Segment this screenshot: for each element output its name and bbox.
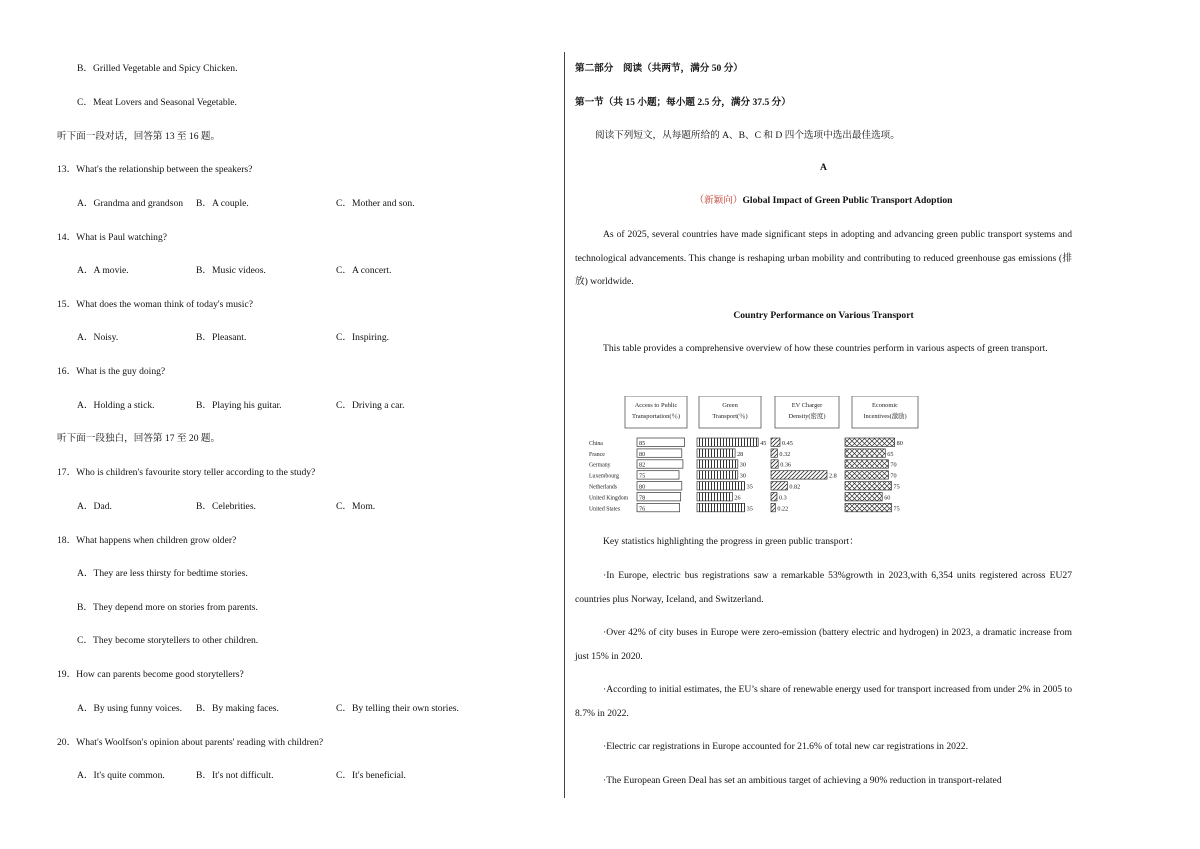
q20-stem: 20．What's Woolfson's opinion about parents' reading with children? — [57, 737, 324, 748]
bar — [845, 460, 888, 468]
bar — [845, 471, 888, 479]
bar — [771, 482, 787, 490]
bar-value-label: 0.32 — [779, 450, 791, 458]
bar-value-label: 0.22 — [777, 505, 789, 513]
category-label: Luxembourg — [589, 473, 619, 480]
q16-option-b: B．Playing his guitar. — [196, 400, 282, 411]
reading-instruction: 阅读下列短文，从每题所给的 A、B、C 和 D 四个选项中选出最佳选项。 — [595, 130, 900, 141]
stat-bullet-4: ·Electric car registrations in Europe accounted for 21.6% of total new car registrations in 2022. — [603, 741, 968, 752]
bar — [845, 503, 892, 511]
bar-value-label: 26 — [734, 494, 741, 502]
bar — [697, 471, 738, 479]
q20-option-c: C．It's beneficial. — [336, 770, 406, 781]
bar — [771, 449, 777, 457]
paragraph-2: This table provides a comprehensive overview of how these countries perform in various aspects of green transport. — [603, 343, 1048, 354]
category-label: China — [589, 440, 603, 447]
bar-value-label: 82 — [639, 461, 646, 469]
category-label: Netherlands — [589, 484, 618, 491]
column-header-label: Density(密度) — [788, 413, 826, 420]
bar — [845, 438, 895, 446]
bar-value-label: 70 — [890, 461, 897, 469]
bar-value-label: 60 — [884, 494, 891, 502]
bar-value-label: 28 — [737, 450, 744, 458]
q20-option-b: B．It's not difficult. — [196, 770, 274, 781]
column-header-label: Transportation(％) — [631, 413, 681, 420]
q14-option-a: A．A movie. — [77, 265, 129, 276]
bar — [697, 438, 758, 446]
paragraph-1: As of 2025, several countries have made significant steps in adopting and advancing green public transport systems and technological advancements. This change is reshaping urban mobility and contributing to reduced greenhouse gas emissions (排放) worldwide. — [575, 229, 1072, 287]
bar — [845, 449, 885, 457]
q13-option-b: B．A couple. — [196, 198, 249, 209]
column-header-box — [625, 396, 687, 428]
q13-option-c: C．Mother and son. — [336, 198, 415, 209]
q18-option-c: C．They become storytellers to other children. — [77, 635, 259, 646]
title-text: Global Impact of Green Public Transport Adoption — [742, 195, 953, 206]
bar-value-label: 35 — [746, 505, 753, 513]
column-header-label: Incentives(激励) — [863, 413, 907, 420]
bar-value-label: 75 — [639, 472, 646, 480]
bar — [771, 493, 777, 501]
section-one-heading: 第一节（共 15 小题；每小题 2.5 分，满分 37.5 分） — [575, 97, 791, 108]
bar-value-label: 45 — [760, 439, 767, 447]
q19-option-b: B．By making faces. — [196, 703, 279, 714]
category-label: United States — [589, 506, 621, 513]
q15-option-a: A．Noisy. — [77, 332, 119, 343]
category-label: France — [589, 451, 605, 458]
column-header-label: EV Charger — [791, 402, 823, 409]
q15-stem: 15．What does the woman think of today's music? — [57, 299, 253, 310]
bar — [697, 503, 745, 511]
bar-value-label: 80 — [639, 483, 646, 491]
bar — [771, 460, 778, 468]
bar-value-label: 30 — [739, 461, 746, 469]
q15-option-b: B．Pleasant. — [196, 332, 247, 343]
q17-stem: 17．Who is children's favourite story teller according to the study? — [57, 467, 316, 478]
passage-title — [575, 194, 1072, 208]
q15-option-c: C．Inspiring. — [336, 332, 390, 343]
passage-letter: A — [820, 162, 827, 173]
q18-option-b: B．They depend more on stories from parents. — [77, 602, 258, 613]
column-header-box — [699, 396, 761, 428]
instruction-13-16: 听下面一段对话，回答第 13 至 16 题。 — [57, 131, 221, 142]
bar-value-label: 85 — [639, 439, 646, 447]
bar — [771, 503, 775, 511]
table-heading: Country Performance on Various Transport — [733, 310, 914, 321]
stat-bullet-3: ·According to initial estimates, the EU’s share of renewable energy used for transport increased from under 2% in 2005 to 8.7% in 2022. — [575, 684, 1072, 719]
q19-stem: 19．How can parents become good storytellers? — [57, 669, 244, 680]
bar — [771, 471, 827, 479]
bar — [845, 482, 892, 490]
q14-option-c: C．A concert. — [336, 265, 392, 276]
bar-value-label: 0.82 — [789, 483, 801, 491]
bar-value-label: 65 — [887, 450, 894, 458]
q20-option-a: A．It's quite common. — [77, 770, 165, 781]
bar-value-label: 75 — [893, 505, 900, 513]
stat-bullet-5: ·The European Green Deal has set an ambitious target of achieving a 90% reduction in transport-related — [603, 775, 1002, 786]
q13-stem: 13．What's the relationship between the speakers? — [57, 164, 253, 175]
bar — [845, 493, 882, 501]
bar-value-label: 30 — [739, 472, 746, 480]
bar-value-label: 35 — [746, 483, 753, 491]
bar-value-label: 70 — [890, 472, 897, 480]
q19-option-c: C．By telling their own stories. — [336, 703, 459, 714]
column-header-label: Green — [722, 402, 738, 409]
bar-value-label: 2.8 — [829, 472, 837, 480]
stat-bullet-1: ·In Europe, electric bus registrations saw a remarkable 53%growth in 2023,with 6,354 units registered across EU27 countries plus Norway, Iceland, and Switzerland. — [575, 570, 1072, 605]
bar — [771, 438, 780, 446]
q12-option-b: B．Grilled Vegetable and Spicy Chicken. — [77, 63, 238, 74]
q17-option-c: C．Mom. — [336, 501, 376, 512]
bar-value-label: 0.45 — [782, 439, 793, 447]
q16-option-a: A．Holding a stick. — [77, 400, 155, 411]
bar — [697, 493, 732, 501]
bar-value-label: 80 — [639, 450, 646, 458]
q14-option-b: B．Music videos. — [196, 265, 266, 276]
country-performance-chart — [587, 396, 933, 520]
title-tag: （新颖向） — [694, 195, 743, 206]
q18-option-a: A．They are less thirsty for bedtime stories. — [77, 568, 248, 579]
bar — [697, 482, 745, 490]
instruction-17-20: 听下面一段独白，回答第 17 至 20 题。 — [57, 433, 221, 444]
q16-stem: 16．What is the guy doing? — [57, 366, 166, 377]
column-header-box — [775, 396, 839, 428]
stat-bullet-2: ·Over 42% of city buses in Europe were zero-emission (battery electric and hydrogen) in 2023, a dramatic increase from just 15% in 2020. — [575, 627, 1072, 662]
bar-value-label: 76 — [639, 505, 646, 513]
column-header-box — [852, 396, 918, 428]
column-header-label: Transport(％) — [712, 413, 748, 420]
part-two-heading: 第二部分 阅读（共两节，满分 50 分） — [575, 63, 743, 74]
q18-stem: 18．What happens when children grow older? — [57, 535, 237, 546]
category-label: Germany — [589, 462, 611, 469]
bar-value-label: 0.36 — [780, 461, 792, 469]
category-label: United Kingdom — [589, 495, 629, 502]
chart-svg — [587, 396, 933, 520]
q12-option-c: C．Meat Lovers and Seasonal Vegetable. — [77, 97, 237, 108]
bar — [697, 460, 738, 468]
q19-option-a: A．By using funny voices. — [77, 703, 182, 714]
bar-value-label: 80 — [896, 439, 903, 447]
stats-intro: Key statistics highlighting the progress in green public transport： — [603, 536, 859, 547]
column-header-label: Economic — [872, 402, 898, 409]
bar-value-label: 78 — [639, 494, 646, 502]
q16-option-c: C．Driving a car. — [336, 400, 405, 411]
q17-option-b: B．Celebrities. — [196, 501, 256, 512]
bar-value-label: 0.3 — [779, 494, 787, 502]
bar — [697, 449, 735, 457]
bar-value-label: 75 — [893, 483, 900, 491]
q13-option-a: A．Grandma and grandson — [77, 198, 184, 209]
q17-option-a: A．Dad. — [77, 501, 112, 512]
column-divider — [564, 52, 565, 798]
column-header-label: Access to Public — [634, 402, 678, 409]
q14-stem: 14．What is Paul watching? — [57, 232, 168, 243]
